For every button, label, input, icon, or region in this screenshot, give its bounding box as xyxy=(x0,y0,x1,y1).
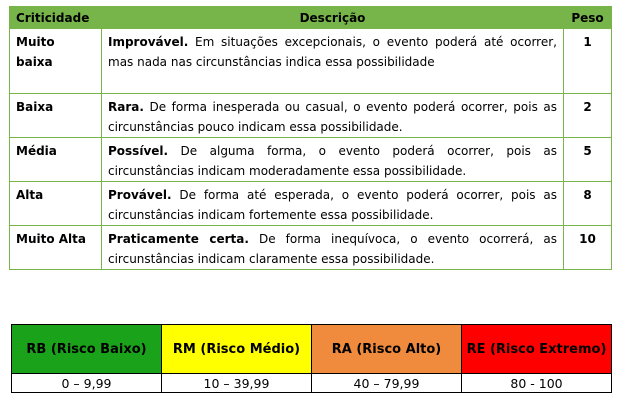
criticality-weight: 10 xyxy=(564,226,612,270)
criticality-name: Baixa xyxy=(10,94,102,138)
criticality-description xyxy=(102,138,564,182)
description-term: Provável. xyxy=(108,188,172,202)
criticality-weight: 1 xyxy=(564,29,612,94)
criticality-description xyxy=(102,226,564,270)
description-text: De forma inequívoca, o evento ocorrerá, as circunstâncias indicam claramente essa possibilidade. xyxy=(108,232,557,266)
criticality-weight: 5 xyxy=(564,138,612,182)
table-row xyxy=(10,94,612,138)
header-weight: Peso xyxy=(564,7,612,29)
risk-scale-table xyxy=(11,324,612,393)
risk-level-extreme: RE (Risco Extremo) xyxy=(462,325,612,374)
criticality-weight: 8 xyxy=(564,182,612,226)
criticality-weight: 2 xyxy=(564,94,612,138)
criticality-header-row xyxy=(10,7,612,29)
criticality-description xyxy=(102,94,564,138)
risk-range-row xyxy=(12,374,612,393)
criticality-name: Muito Alta xyxy=(10,226,102,270)
risk-range-medium: 10 – 39,99 xyxy=(162,374,312,393)
description-text: De forma até esperada, o evento poderá ocorrer, pois as circunstâncias indicam fortemente essa possibilidade. xyxy=(108,188,557,222)
description-term: Improvável. xyxy=(108,35,189,49)
header-criticality: Criticidade xyxy=(10,7,102,29)
description-text: De forma inesperada ou casual, o evento poderá ocorrer, pois as circunstâncias pouco indicam essa possibilidade. xyxy=(108,100,557,134)
header-description: Descrição xyxy=(102,7,564,29)
risk-level-low: RB (Risco Baixo) xyxy=(12,325,162,374)
risk-range-extreme: 80 - 100 xyxy=(462,374,612,393)
table-row xyxy=(10,182,612,226)
table-row xyxy=(10,226,612,270)
description-text: Em situações excepcionais, o evento poderá até ocorrer, mas nada nas circunstâncias indica essa possibilidade xyxy=(108,35,557,69)
risk-label-row xyxy=(12,325,612,374)
criticality-description xyxy=(102,29,564,94)
risk-range-low: 0 – 9,99 xyxy=(12,374,162,393)
table-row xyxy=(10,29,612,94)
criticality-table xyxy=(9,6,612,270)
criticality-name: Média xyxy=(10,138,102,182)
description-term: Possível. xyxy=(108,144,169,158)
criticality-name: Muito baixa xyxy=(10,29,102,94)
criticality-name: Alta xyxy=(10,182,102,226)
description-term: Praticamente certa. xyxy=(108,232,249,246)
description-term: Rara. xyxy=(108,100,144,114)
description-text: De alguma forma, o evento poderá ocorrer, pois as circunstâncias indicam moderadamente essa possibilidade. xyxy=(108,144,557,178)
criticality-description xyxy=(102,182,564,226)
risk-level-high: RA (Risco Alto) xyxy=(312,325,462,374)
table-row xyxy=(10,138,612,182)
risk-level-medium: RM (Risco Médio) xyxy=(162,325,312,374)
risk-range-high: 40 – 79,99 xyxy=(312,374,462,393)
